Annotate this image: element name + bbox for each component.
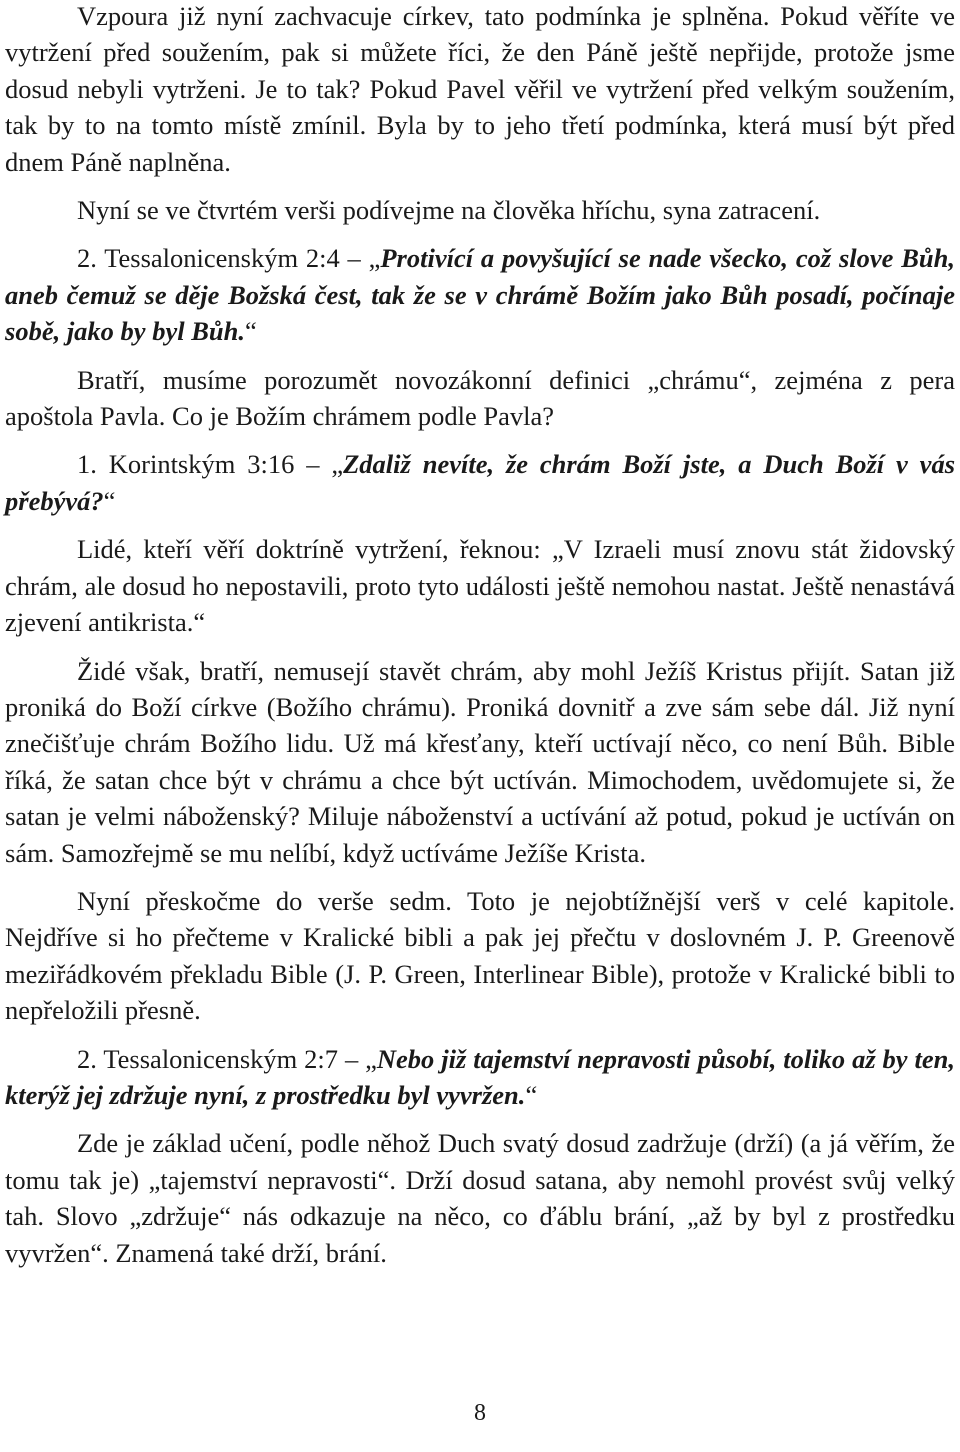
scripture-text: Zdaliž nevíte, že chrám Boží jste, a Duch Boží v vás přebývá? [5,449,956,516]
scripture-text: Nebo již tajemství nepravosti působí, toliko až by ten, kterýž jej zdržuje nyní, z prostředku byl vyvržen. [5,1043,955,1110]
closing-quote-mark: “ [525,1079,538,1110]
scripture-quote-2thess-2-4 [5,240,955,349]
scripture-reference: 2. Tessalonicenským 2:4 – „ [77,243,381,274]
closing-quote-mark: “ [244,316,257,347]
scripture-text: Protivící a povyšující se nade všecko, což slove Bůh, aneb čemuž se děje Božská čest, tak že se v chrámě Božím jako Bůh posadí, počínaje sobě, jako by byl Bůh. [5,243,955,347]
paragraph-rapture-believers [5,531,955,640]
paragraph-temple-definition [5,362,955,435]
paragraph-satan-in-church [5,653,955,871]
paragraph-text: Bratří, musíme porozumět novozákonní definici „chrámu“, zejména z pera apoštola Pavla. Co je Božím chrámem podle Pavla? [5,364,955,432]
paragraph-man-of-sin [5,192,955,228]
paragraph-text: Nyní se ve čtvrtém verši podívejme na člověka hříchu, syna zatracení. [77,195,821,226]
scripture-quote-2thess-2-7 [5,1041,955,1114]
page-number: 8 [474,1400,486,1426]
paragraph-text: Zde je základ učení, podle něhož Duch svatý dosud zadržuje (drží) (a já věřím, že tomu tak je) „tajemství nepravosti“. Drží dosud satana, aby nemohl provést svůj velký tah. Slovo „zdržuje“ nás odkazuje na něco, co ďáblu brání, „až by byl z prostředku vyvržen“. Znamená také drží, brání. [5,1128,955,1268]
paragraph-restrainer [5,1125,955,1271]
scripture-reference: 2. Tessalonicenským 2:7 – „ [77,1043,377,1074]
paragraph-text: Nyní přeskočme do verše sedm. Toto je nejobtížnější verš v celé kapitole. Nejdříve si ho přečteme v Kralické bibli a pak jej přečtu v doslovném J. P. Greenově meziřádkovém překladu Bible (J. P. Green, Interlinear Bible), protože v Kralické bibli to nepřeložili přesně. [5,885,955,1026]
scripture-reference: 1. Korintským 3:16 – „ [77,449,344,480]
document-page [5,0,955,1271]
paragraph-apostasy [5,0,955,180]
scripture-quote-1cor-3-16 [5,446,955,519]
closing-quote-mark: “ [103,485,116,516]
paragraph-text: Lidé, kteří věří doktríně vytržení, řeknou: „V Izraeli musí znovu stát židovský chrám, ale dosud ho nepostavili, proto tyto události ještě nemohou nastat. Ještě nenastává zjevení antikrista.“ [5,534,955,638]
paragraph-text: Židé však, bratří, nemusejí stavět chrám, aby mohl Ježíš Kristus přijít. Satan již proniká do Boží církve (Božího chrámu). Proniká dovnitř a zve sám sebe dál. Již nyní znečišťuje chrám Božího lidu. Už má křesťany, kteří uctívají něco, co není Bůh. Bible říká, že satan chce být v chrámu a chce být uctíván. Mimochodem, uvědomujete si, že satan je velmi náboženský? Miluje náboženství a uctívání až potud, pokud je uctíván on sám. Samozřejmě se mu nelíbí, když uctíváme Ježíše Krista. [5,655,955,868]
paragraph-text: Vzpoura již nyní zachvacuje církev, tato podmínka je splněna. Pokud věříte ve vytržení před soužením, pak si můžete říci, že den Páně ještě nepřijde, protože jsme dosud nebyli vytrženi. Je to tak? Pokud Pavel věřil ve vytržení před velkým soužením, tak by to na tomto místě zmínil. Byla by to jeho třetí podmínka, která musí být před dnem Páně naplněna. [5,1,955,177]
paragraph-verse-seven [5,883,955,1029]
